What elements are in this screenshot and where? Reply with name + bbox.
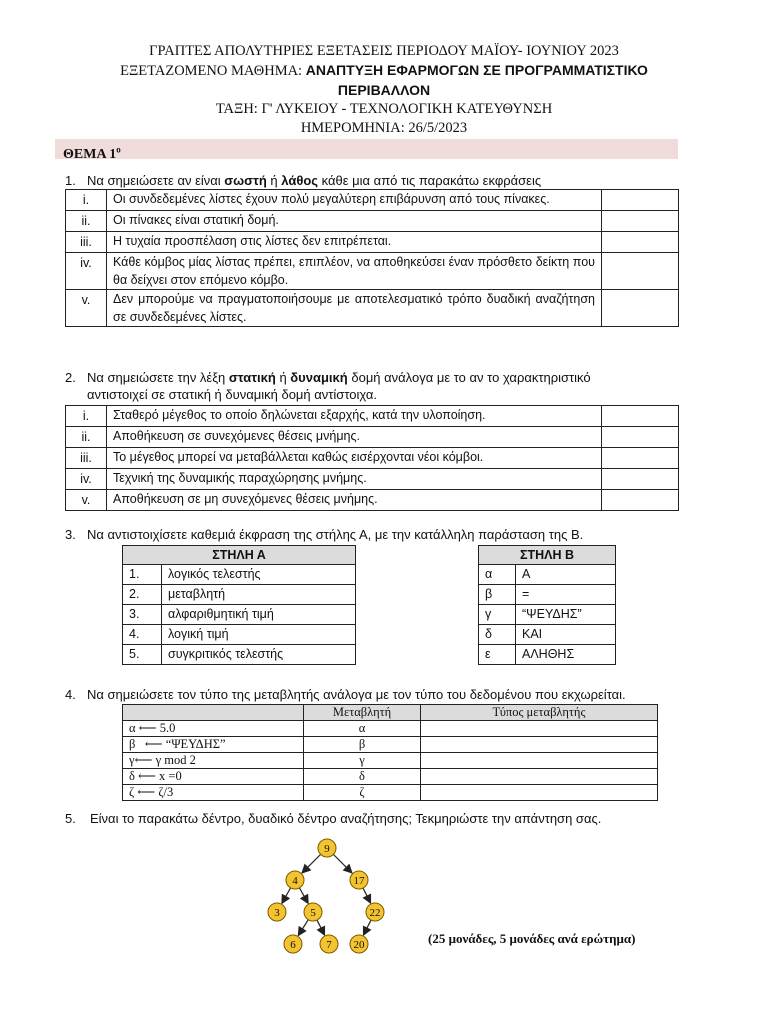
row-value: συγκριτικός τελεστής (162, 645, 356, 665)
row-statement: Οι συνδεδεμένες λίστες έχουν πολύ μεγαλύτερη επιβάρυνση από τους πίνακες. (107, 190, 602, 211)
tree-node-label: 7 (326, 939, 332, 951)
assignment-expression: α ⟵ 5.0 (123, 721, 304, 737)
row-number: iv. (66, 253, 107, 290)
row-value: Α (516, 565, 616, 585)
row-number: v. (66, 290, 107, 327)
row-value: λογική τιμή (162, 625, 356, 645)
q2-text-d: δυναμική (290, 370, 348, 385)
row-label: 3. (123, 605, 162, 625)
tree-edge (299, 888, 308, 903)
assignment-expression: β ⟵ “ΨΕΥΔΗΣ” (123, 737, 304, 753)
q2-text-b: στατική (228, 370, 276, 385)
question-text-line2: αντιστοιχεί σε στατική ή δυναμική δομή αντίστοιχα. (87, 387, 377, 402)
tree-node-label: 9 (324, 843, 330, 855)
tree-node-label: 22 (369, 907, 381, 919)
subject-name-cont: ΠΕΡΙΒΑΛΛΟΝ (337, 82, 431, 98)
question-number: 1. (65, 173, 76, 188)
variable-name: δ (304, 769, 421, 785)
row-value: ΑΛΗΘΗΣ (516, 645, 616, 665)
tree-node-label: 6 (290, 939, 296, 951)
question-text: Είναι το παρακάτω δέντρο, δυαδικό δέντρο αναζήτησης; Τεκμηριώστε την απάντηση σας. (90, 811, 602, 826)
row-label: 1. (123, 565, 162, 585)
tree-node-label: 4 (292, 875, 298, 887)
question-text: Να σημειώσετε τον τύπο της μεταβλητής ανάλογα με τον τύπο του δεδομένου που εκχωρείται. (87, 687, 626, 702)
row-label: β (479, 585, 516, 605)
row-statement: Κάθε κόμβος μίας λίστας πρέπει, επιπλέον, να αποθηκεύσει έναν πρόσθετο δείκτη που θα δείχνει στον επόμενο κόμβο. (107, 253, 602, 290)
row-number: iii. (66, 448, 107, 469)
row-number: iv. (66, 469, 107, 490)
exam-title: ΓΡΑΠΤΕΣ ΑΠΟΛΥΤΗΡΙΕΣ ΕΞΕΤΑΣΕΙΣ ΠΕΡΙΟΔΟΥ ΜΑΪΟΥ- ΙΟΥΝΙΟΥ 2023 (149, 43, 619, 59)
question-number: 3. (65, 527, 76, 542)
row-number: v. (66, 490, 107, 511)
question-number: 5. (65, 811, 76, 826)
tree-node-label: 17 (353, 875, 365, 887)
row-value: αλφαριθμητική τιμή (162, 605, 356, 625)
q4-head-var: Μεταβλητή (304, 705, 421, 721)
row-number: i. (66, 406, 107, 427)
exam-class: ΤΑΞΗ: Γ' ΛΥΚΕΙΟΥ - ΤΕΧΝΟΛΟΓΙΚΗ ΚΑΤΕΥΘΥΝΣΗ (215, 101, 553, 117)
row-number: i. (66, 190, 107, 211)
tree-edge (363, 888, 371, 903)
row-statement: Οι πίνακες είναι στατική δομή. (107, 211, 602, 232)
ordinal-superscript: ο (116, 144, 121, 154)
row-label: 2. (123, 585, 162, 605)
subject-prefix: ΕΞΕΤΑΖΟΜΕΝΟ ΜΑΘΗΜΑ: (120, 63, 306, 79)
row-value: = (516, 585, 616, 605)
row-label: ε (479, 645, 516, 665)
tree-edge (302, 854, 321, 873)
assignment-expression: γ⟵ γ mod 2 (123, 753, 304, 769)
exam-date: ΗΜΕΡΟΜΗΝΙΑ: 26/5/2023 (300, 120, 468, 136)
row-statement: Σταθερό μέγεθος το οποίο δηλώνεται εξαρχής, κατά την υλοποίηση. (107, 406, 602, 427)
row-statement: Τεχνική της δυναμικής παραχώρησης μνήμης. (107, 469, 602, 490)
tree-edge (363, 920, 371, 935)
q2-text-c: ή (275, 370, 291, 385)
row-statement: Η τυχαία προσπέλαση στις λίστες δεν επιτρέπεται. (107, 232, 602, 253)
variable-name: ζ (304, 785, 421, 801)
marks-note: (25 μονάδες, 5 μονάδες ανά ερώτημα) (428, 931, 636, 946)
tree-edge (317, 920, 325, 935)
q1-text-e: κάθε μια από τις παρακάτω εκφράσεις (318, 173, 542, 188)
row-value: ΚΑΙ (516, 625, 616, 645)
column-b-title: ΣΤΗΛΗ Β (479, 546, 616, 565)
row-number: ii. (66, 211, 107, 232)
q1-text-d: λάθος (281, 173, 319, 188)
question-number: 2. (65, 370, 76, 385)
row-statement: Αποθήκευση σε συνεχόμενες θέσεις μνήμης. (107, 427, 602, 448)
row-value: μεταβλητή (162, 585, 356, 605)
q1-text-b: σωστή (224, 173, 267, 188)
section-title-text: ΘΕΜΑ $1^o$ (63, 144, 121, 162)
tree-node-label: 3 (274, 907, 280, 919)
assignment-expression: ζ ⟵ ζ/3 (123, 785, 304, 801)
q4-head-type: Τύπος μεταβλητής (421, 705, 658, 721)
q1-text-a: Να σημειώσετε αν είναι (87, 173, 225, 188)
tree-node-label: 5 (310, 907, 316, 919)
row-number: iii. (66, 232, 107, 253)
column-a-title: ΣΤΗΛΗ Α (123, 546, 356, 565)
row-statement: Το μέγεθος μπορεί να μεταβάλλεται καθώς εισέρχονται νέοι κόμβοι. (107, 448, 602, 469)
tree-edges (282, 854, 371, 935)
q1-text-c: ή (266, 173, 282, 188)
row-number: ii. (66, 427, 107, 448)
row-value: “ΨΕΥΔΗΣ” (516, 605, 616, 625)
tree-edge (298, 920, 308, 936)
tree-node-label: 20 (353, 939, 365, 951)
q2-text-a: Να σημειώσετε την λέξη (87, 370, 229, 385)
row-label: γ (479, 605, 516, 625)
row-label: α (479, 565, 516, 585)
question-number: 4. (65, 687, 76, 702)
row-label: 5. (123, 645, 162, 665)
variable-name: α (304, 721, 421, 737)
subject-name: ΑΝΑΠΤΥΞΗ ΕΦΑΡΜΟΓΩΝ ΣΕ ΠΡΟΓΡΑΜΜΑΤΙΣΤΙΚΟ (305, 62, 648, 78)
row-value: λογικός τελεστής (162, 565, 356, 585)
row-label: δ (479, 625, 516, 645)
assignment-expression: δ ⟵ x =0 (123, 769, 304, 785)
q2-text-e: δομή ανάλογα με το αν το χαρακτηριστικό (347, 370, 591, 385)
tree-edge (333, 854, 352, 873)
row-statement: Δεν μπορούμε να πραγματοποιήσουμε με αποτελεσματικό τρόπο δυαδική αναζήτηση σε συνδεδεμένες λίστες. (107, 290, 602, 327)
tree-edge (282, 888, 291, 903)
question-text: Να αντιστοιχίσετε καθεμιά έκφραση της στήλης Α, με την κατάλληλη παράσταση της Β. (87, 527, 584, 542)
row-statement: Αποθήκευση σε μη συνεχόμενες θέσεις μνήμης. (107, 490, 602, 511)
variable-name: β (304, 737, 421, 753)
row-label: 4. (123, 625, 162, 645)
variable-name: γ (304, 753, 421, 769)
